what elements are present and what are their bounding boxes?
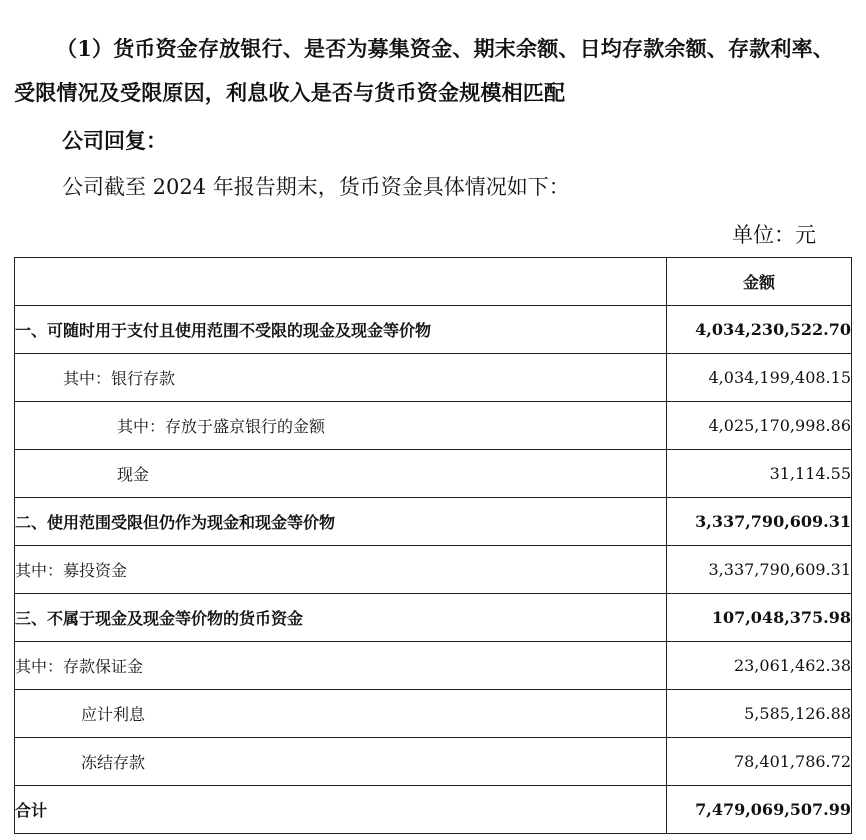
intro-paragraph: 公司截至 2024 年报告期末，货币资金具体情况如下：	[62, 175, 570, 199]
table-row	[15, 642, 852, 690]
row-amount: 5,585,126.88	[667, 690, 852, 738]
table-row	[15, 690, 852, 738]
table-header-row	[15, 258, 852, 306]
table-row	[15, 402, 852, 450]
row-amount: 4,034,199,408.15	[667, 354, 852, 402]
row-amount: 23,061,462.38	[667, 642, 852, 690]
row-label: 冻结存款	[15, 738, 667, 786]
row-label: 一、可随时用于支付且使用范围不受限的现金及现金等价物	[15, 306, 667, 354]
row-amount: 4,025,170,998.86	[667, 402, 852, 450]
table-row	[15, 306, 852, 354]
table-row	[15, 594, 852, 642]
table-row	[15, 354, 852, 402]
row-amount: 3,337,790,609.31	[667, 546, 852, 594]
row-label: 现金	[15, 450, 667, 498]
row-label: 其中：存款保证金	[15, 642, 667, 690]
table-total-row	[15, 786, 852, 834]
header-blank-cell	[15, 258, 667, 306]
reply-heading: 公司回复：	[62, 128, 167, 153]
table-row	[15, 546, 852, 594]
total-amount: 7,479,069,507.99	[667, 786, 852, 834]
row-label: 应计利息	[15, 690, 667, 738]
row-amount: 107,048,375.98	[667, 594, 852, 642]
row-amount: 3,337,790,609.31	[667, 498, 852, 546]
row-amount: 31,114.55	[667, 450, 852, 498]
row-amount: 4,034,230,522.70	[667, 306, 852, 354]
row-label: 二、使用范围受限但仍作为现金和现金等价物	[15, 498, 667, 546]
cash-table	[14, 257, 852, 834]
unit-label: 单位：元	[732, 223, 816, 247]
header-amount: 金额	[667, 258, 852, 306]
row-label: 三、不属于现金及现金等价物的货币资金	[15, 594, 667, 642]
row-label: 其中：募投资金	[15, 546, 667, 594]
row-label: 其中：存放于盛京银行的金额	[15, 402, 667, 450]
table-row	[15, 450, 852, 498]
question-heading: （1）货币资金存放银行、是否为募集资金、期末余额、日均存款余额、存款利率、受限情况及受限原因，利息收入是否与货币资金规模相匹配	[14, 36, 835, 105]
row-amount: 78,401,786.72	[667, 738, 852, 786]
row-label: 其中：银行存款	[15, 354, 667, 402]
total-label: 合计	[15, 786, 667, 834]
table-row	[15, 738, 852, 786]
table-row	[15, 498, 852, 546]
